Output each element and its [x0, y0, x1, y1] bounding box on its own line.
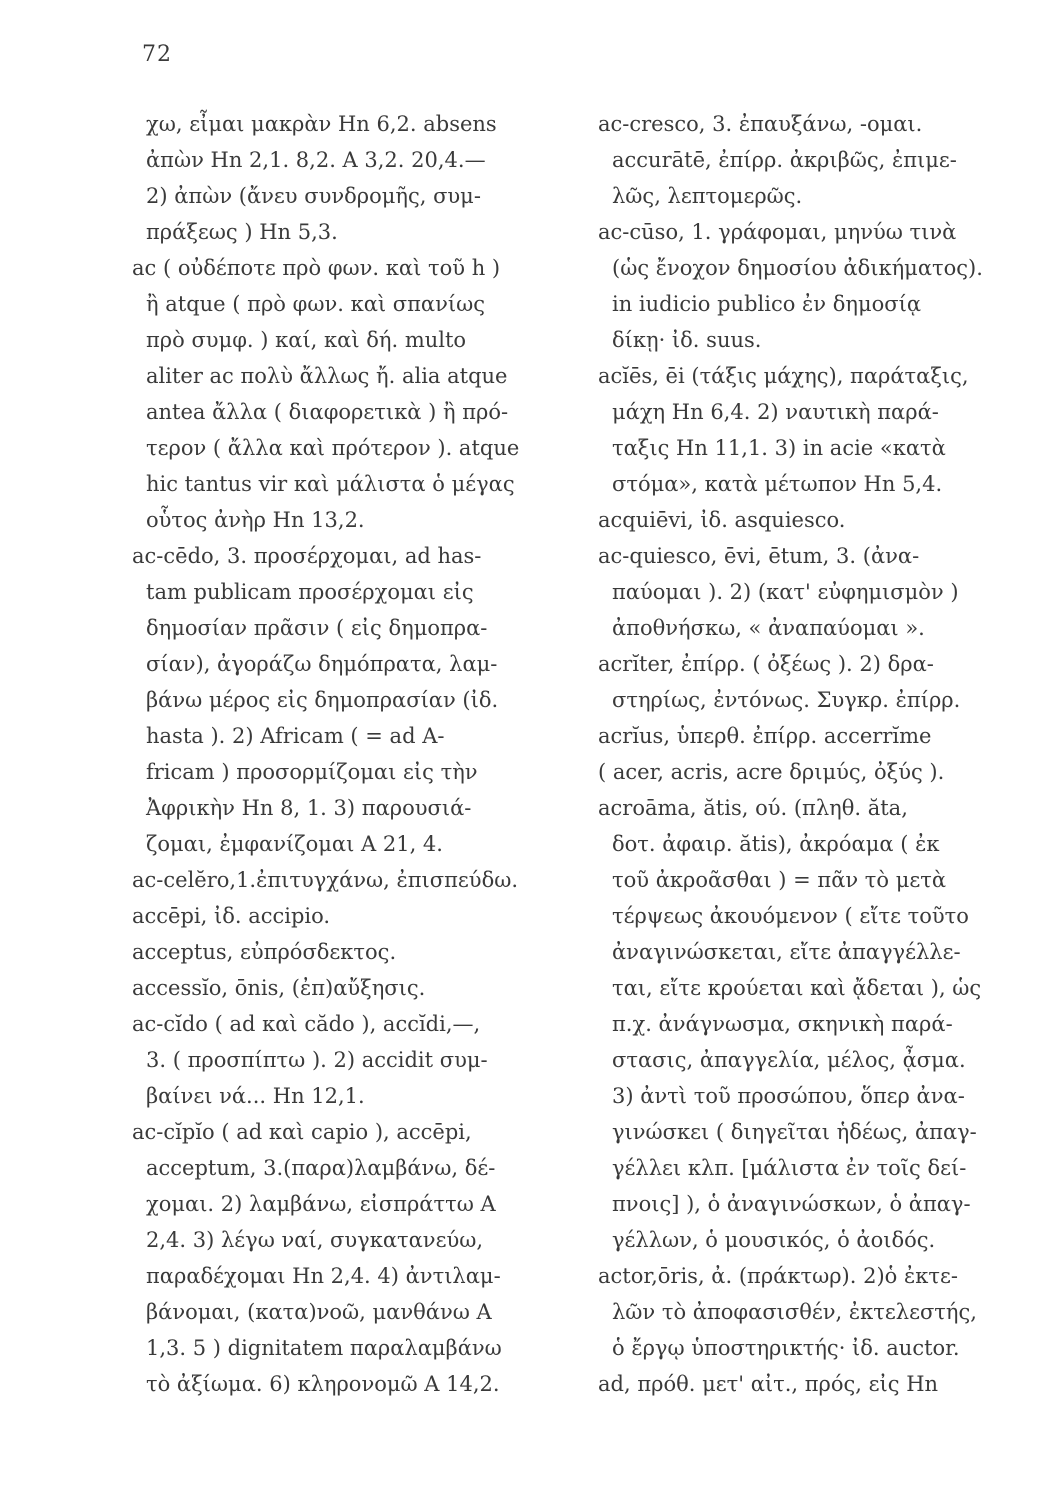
text-line: παύομαι ). 2) (κατ' εὐφημισμὸν )	[612, 580, 959, 604]
text-line: acĭēs, ēi (τάξις μάχης), παράταξις,	[598, 364, 969, 388]
text-line: hic tantus vir καὶ μάλιστα ὁ μέγας	[146, 472, 515, 496]
text-line: fricam ) προσορμίζομαι εἰς τὴν	[146, 760, 478, 784]
text-line: acrĭus, ὑπερθ. ἐπίρρ. accerrĭme	[598, 724, 932, 748]
text-line: ἢ atque ( πρὸ φων. καὶ σπανίως	[146, 292, 485, 316]
text-line: ac-cūso, 1. γράφομαι, μηνύω τινὰ	[598, 220, 957, 244]
right-column	[598, 106, 1038, 1402]
text-line: στασις, ἀπαγγελία, μέλος, ᾆσμα.	[612, 1048, 966, 1072]
text-line: ac-cĭdo ( ad καὶ cădo ), accĭdi,—,	[132, 1012, 481, 1036]
text-line: βαίνει νά... Hn 12,1.	[146, 1084, 365, 1108]
text-line: ται, εἴτε κρούεται καὶ ᾄδεται ), ὡς	[612, 976, 982, 1000]
text-line: πράξεως ) Hn 5,3.	[146, 220, 338, 244]
text-line: δίκῃ· ἰδ. suus.	[612, 328, 762, 352]
text-line: ac-quiesco, ēvi, ētum, 3. (ἀνα-	[598, 544, 920, 568]
text-line: γέλλει κλπ. [μάλιστα ἐν τοῖς δεί-	[612, 1156, 967, 1180]
text-line: acquiēvi, ἰδ. asquiesco.	[598, 508, 846, 532]
text-line: στηρίως, ἐντόνως. Συγκρ. ἐπίρρ.	[612, 688, 961, 712]
text-line: γινώσκει ( διηγεῖται ἡδέως, ἀπαγ-	[612, 1120, 977, 1144]
text-line: in iudicio publico ἐν δημοσίᾳ	[612, 292, 922, 316]
text-line: 1,3. 5 ) dignitatem παραλαμβάνω	[146, 1336, 502, 1360]
text-line: τέρψεως ἀκουόμενον ( εἴτε τοῦτο	[612, 904, 969, 928]
text-line: χω, εἶμαι μακρὰν Hn 6,2. absens	[146, 112, 497, 136]
text-line: ἀπὼν Hn 2,1. 8,2. A 3,2. 20,4.—	[146, 148, 486, 172]
text-line: στόμα», κατὰ μέτωπον Hn 5,4.	[612, 472, 943, 496]
text-line: ( acer, acris, acre δριμύς, ὀξύς ).	[598, 760, 945, 784]
text-line: ζομαι, ἐμφανίζομαι A 21, 4.	[146, 832, 443, 856]
page-number: 72	[142, 42, 172, 67]
text-line: tam publicam προσέρχομαι εἰς	[146, 580, 474, 604]
text-line: actor,ōris, ἀ. (πράκτωρ). 2)ὁ ἐκτε-	[598, 1264, 958, 1288]
text-line: 2,4. 3) λέγω ναί, συγκατανεύω,	[146, 1228, 484, 1252]
text-line: τὸ ἀξίωμα. 6) κληρονομῶ A 14,2.	[146, 1372, 500, 1396]
text-line: οὗτος ἀνὴρ Hn 13,2.	[146, 508, 365, 532]
text-line: πνοις] ), ὁ ἀναγινώσκων, ὁ ἀπαγ-	[612, 1192, 971, 1216]
text-line: ἀποθνήσκω, « ἀναπαύομαι ».	[612, 616, 925, 640]
text-line: σίαν), ἀγοράζω δημόπρατα, λαμ-	[146, 652, 498, 676]
text-line: 2) ἀπὼν (ἄνευ συνδρομῆς, συμ-	[146, 184, 481, 208]
text-line: accurātē, ἐπίρρ. ἀκριβῶς, ἐπιμε-	[612, 148, 957, 172]
text-line: δημοσίαν πρᾶσιν ( εἰς δημοπρα-	[146, 616, 488, 640]
text-line: acceptus, εὐπρόσδεκτος.	[132, 940, 397, 964]
text-line: βάνω μέρος εἰς δημοπρασίαν (ἰδ.	[146, 688, 499, 712]
text-line: (ὡς ἔνοχον δημοσίου ἀδικήματος).	[612, 256, 983, 280]
text-line: accessĭo, ōnis, (ἐπ)αὔξησις.	[132, 976, 426, 1000]
text-line: βάνομαι, (κατα)νοῶ, μανθάνω A	[146, 1300, 492, 1324]
text-line: 3) ἀντὶ τοῦ προσώπου, ὅπερ ἀνα-	[612, 1084, 965, 1108]
text-line: τοῦ ἀκροᾶσθαι ) = πᾶν τὸ μετὰ	[612, 868, 947, 892]
text-line: πρὸ συμφ. ) καί, καὶ δή. multo	[146, 328, 467, 352]
left-column	[132, 106, 572, 1402]
text-line: γέλλων, ὁ μουσικός, ὁ ἀοιδός.	[612, 1228, 936, 1252]
text-line: ac-cĭpĭo ( ad καὶ capio ), accēpi,	[132, 1120, 472, 1144]
text-line: ac-cresco, 3. ἐπαυξάνω, -ομαι.	[598, 112, 923, 136]
text-line: aliter ac πολὺ ἄλλως ἤ. alia atque	[146, 364, 508, 388]
text-line: ac-cēdo, 3. προσέρχομαι, ad has-	[132, 544, 482, 568]
text-line: ὁ ἔργῳ ὑποστηρικτής· ἰδ. auctor.	[612, 1336, 960, 1360]
text-line: δοτ. ἀφαιρ. ătis), ἀκρόαμα ( ἐκ	[612, 832, 940, 856]
text-line: μάχη Hn 6,4. 2) ναυτικὴ παρά-	[612, 400, 939, 424]
text-line: λῶς, λεπτομερῶς.	[612, 184, 803, 208]
text-line: ad, πρόθ. μετ' αἰτ., πρός, εἰς Hn	[598, 1372, 939, 1396]
text-line: π.χ. ἀνάγνωσμα, σκηνικὴ παρά-	[612, 1012, 953, 1036]
text-line: ταξις Hn 11,1. 3) in acie «κατὰ	[612, 436, 946, 460]
text-line: Ἀφρικὴν Hn 8, 1. 3) παρουσιά-	[146, 796, 472, 820]
text-line: λῶν τὸ ἀποφασισθέν, ἐκτελεστής,	[612, 1300, 977, 1324]
text-line: hasta ). 2) Africam ( = ad A-	[146, 724, 445, 748]
text-line: 3. ( προσπίπτω ). 2) accidit συμ-	[146, 1048, 488, 1072]
text-line: χομαι. 2) λαμβάνω, εἰσπράττω A	[146, 1192, 496, 1216]
text-line: accēpi, ἰδ. accipio.	[132, 904, 331, 928]
text-line: acroāma, ătis, ού. (πληθ. ăta,	[598, 796, 908, 820]
text-line: παραδέχομαι Hn 2,4. 4) ἀντιλαμ-	[146, 1264, 501, 1288]
text-line: ἀναγινώσκεται, εἴτε ἀπαγγέλλε-	[612, 940, 961, 964]
text-line: ac ( οὐδέποτε πρὸ φων. καὶ τοῦ h )	[132, 256, 501, 280]
text-line: ac-celĕro,1.ἐπιτυγχάνω, ἐπισπεύδω.	[132, 868, 519, 892]
text-line: acceptum, 3.(παρα)λαμβάνω, δέ-	[146, 1156, 496, 1180]
text-line: acrĭter, ἐπίρρ. ( ὀξέως ). 2) δρα-	[598, 652, 934, 676]
text-line: antea ἄλλα ( διαφορετικὰ ) ἢ πρό-	[146, 400, 509, 424]
text-line: τερον ( ἄλλα καὶ πρότερον ). atque	[146, 436, 520, 460]
